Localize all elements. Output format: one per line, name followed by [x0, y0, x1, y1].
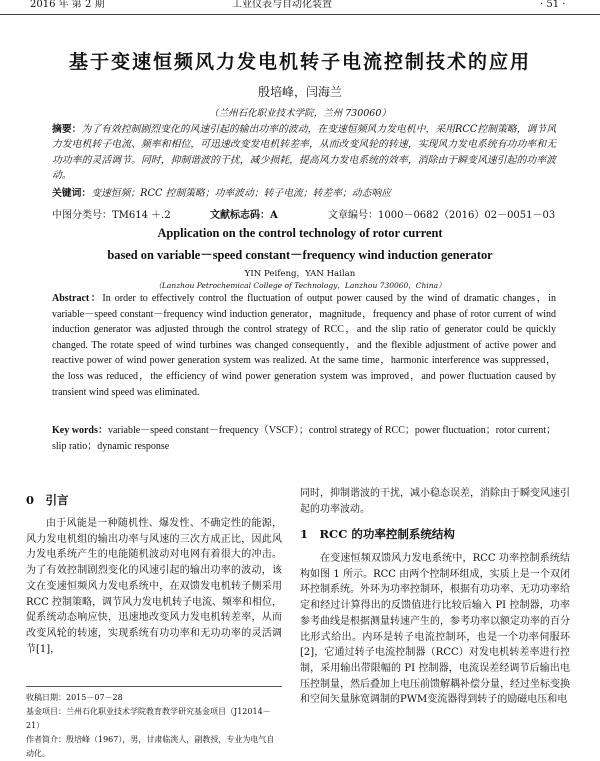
section-0-continued: 同时，抑制谐波的干扰，减小稳态误差，消除由于瞬变风速引起的功率波动。 [300, 488, 570, 515]
keywords-cn-label: 关键词： [52, 188, 92, 199]
abstract-cn-text: 为了有效控制剧烈变化的风速引起的输出功率的波动，在变速恒频风力发电机中，采用RCC控制策略，调节风力发电机转子电流、频率和相位，可迅速改变发电机转差率，从而改变风轮的转速，实现风力发电系统有功功率和无功功率的灵活调节。同时，抑制谐波的干扰，减少损耗，提高风力发电系统的效率，消除由于瞬变风速引起的功率波动。 [52, 124, 557, 181]
section-0-body: 由于风能是一种随机性、爆发性、不确定性的能源，风力发电机组的输出功率与风速的三次方成正比，因此风力发电系统产生的电能随机波动对电网有着很大的冲击。为了有效控制剧烈变化的风速引起的输出功率的波动，该文在变速恒频风力发电系统中，在双馈发电机转子侧采用 RCC 控制策略，调节风力发电机转子电流、频率和相位，促系统动态响应快，迅速地改变风力发电机转差率，从而改变风轮的转速，实现系统有功功率和无功功率的灵活调节[1]， [26, 518, 283, 655]
section-1-body: 在变速恒频双馈风力发电系统中，RCC 功率控制系统结构如图 1 所示。RCC 由两个控制环组成，实质上是一个双闭环控制系统。外环为功率控制环，根据有功功率、无功功率给定和经过计算得出的反馈值进行比较后输入 PI 控制器，功率参考曲线是根据测量转速产生的，参考功率以额定功率的百分比形式给出。内环是转子电流控制环，也是一个功率伺服环[2]，它通过转子电流控制器（RCC）对发电机转差率进行控制，采用输出带限幅的 PI 控制器，电流误差经调节后输出电压控制量，然后叠加上电压前馈解耦补偿分量，经过坐标变换和空间矢量脉宽调制的PWM变流器得到转子的励磁电压和电 [300, 553, 570, 706]
paper-title-en [0, 222, 600, 266]
paper-title-cn: 基于变速恒频风力发电机转子电流控制技术的应用 [68, 51, 531, 73]
abstract-en [52, 291, 556, 400]
author-bio: 作者简介：殷培峰（1967），男，甘肃临洮人，副教授，专业为电气自动化。 [26, 735, 275, 758]
abstract-cn-label: 摘要： [52, 124, 82, 135]
abstract-cn [52, 122, 556, 183]
issue-label: 2016 年 第 2 期 [30, 0, 105, 10]
clc-number: 中图分类号：TM614 ＋.2 [52, 210, 171, 221]
received-date: 收稿日期：2015－07－28 [26, 693, 123, 702]
page-number: · 51 · [540, 0, 566, 10]
authors-cn: 殷培峰，闫海兰 [257, 85, 342, 99]
keywords-en-text: variable－speed constant－frequency（VSCF）；control strategy of RCC；power fluctuation；rotor current；slip ratio；dynamic response [52, 425, 556, 452]
section-0-heading: 0 引言 [26, 493, 69, 507]
document-code: 文献标志码：A [210, 210, 278, 221]
keywords-en [52, 423, 556, 454]
running-header [0, 0, 600, 15]
paper-title-en-line1: Application on the control technology of rotor current [157, 226, 443, 240]
section-1-heading: 1 RCC 的功率控制系统结构 [300, 527, 455, 541]
fund-note: 基金项目：兰州石化职业技术学院教育教学研究基金项目（J12014－21） [26, 707, 271, 730]
keywords-cn-text: 变速恒频；RCC 控制策略；功率波动；转子电流；转差率；动态响应 [91, 188, 391, 199]
article-number: 文章编号：1000－0682（2016）02－0051－03 [328, 210, 556, 221]
affiliation-en: （Lanzhou Petrochemical College of Technology，Lanzhou 730060，China） [154, 281, 446, 290]
affiliation-cn: （兰州石化职业技术学院，兰州 730060） [209, 108, 391, 119]
abstract-en-text: In order to effectively control the fluctuation of output power caused by the wind of dramatic changes，in variable－speed constant－frequency wind induction generator，magnitude，frequency and phase of rotor current of wind induction generator was adjusted through the control strategy of RCC，and the slip ratio of generator could be quickly changed. The rotate speed of wind turbines was changed consequently，and the flexible adjustment of active power and reactive power of wind power generation system was realized. At the same time，harmonic interference was suppressed，the loss was reduced，the efficiency of wind power generation system was improved，and power fluctuation caused by transient wind speed was eliminated. [52, 293, 557, 398]
keywords-cn [52, 186, 556, 201]
keywords-en-label: Key words： [52, 425, 108, 436]
paper-title-en-line2: based on variable－speed constant－frequency wind induction generator [107, 248, 493, 262]
journal-name: 工业仪表与自动化装置 [232, 0, 332, 10]
abstract-en-label: Abstract： [52, 293, 103, 304]
footnotes [26, 686, 282, 761]
authors-en: YIN Peifeng，YAN Hailan [244, 269, 356, 279]
